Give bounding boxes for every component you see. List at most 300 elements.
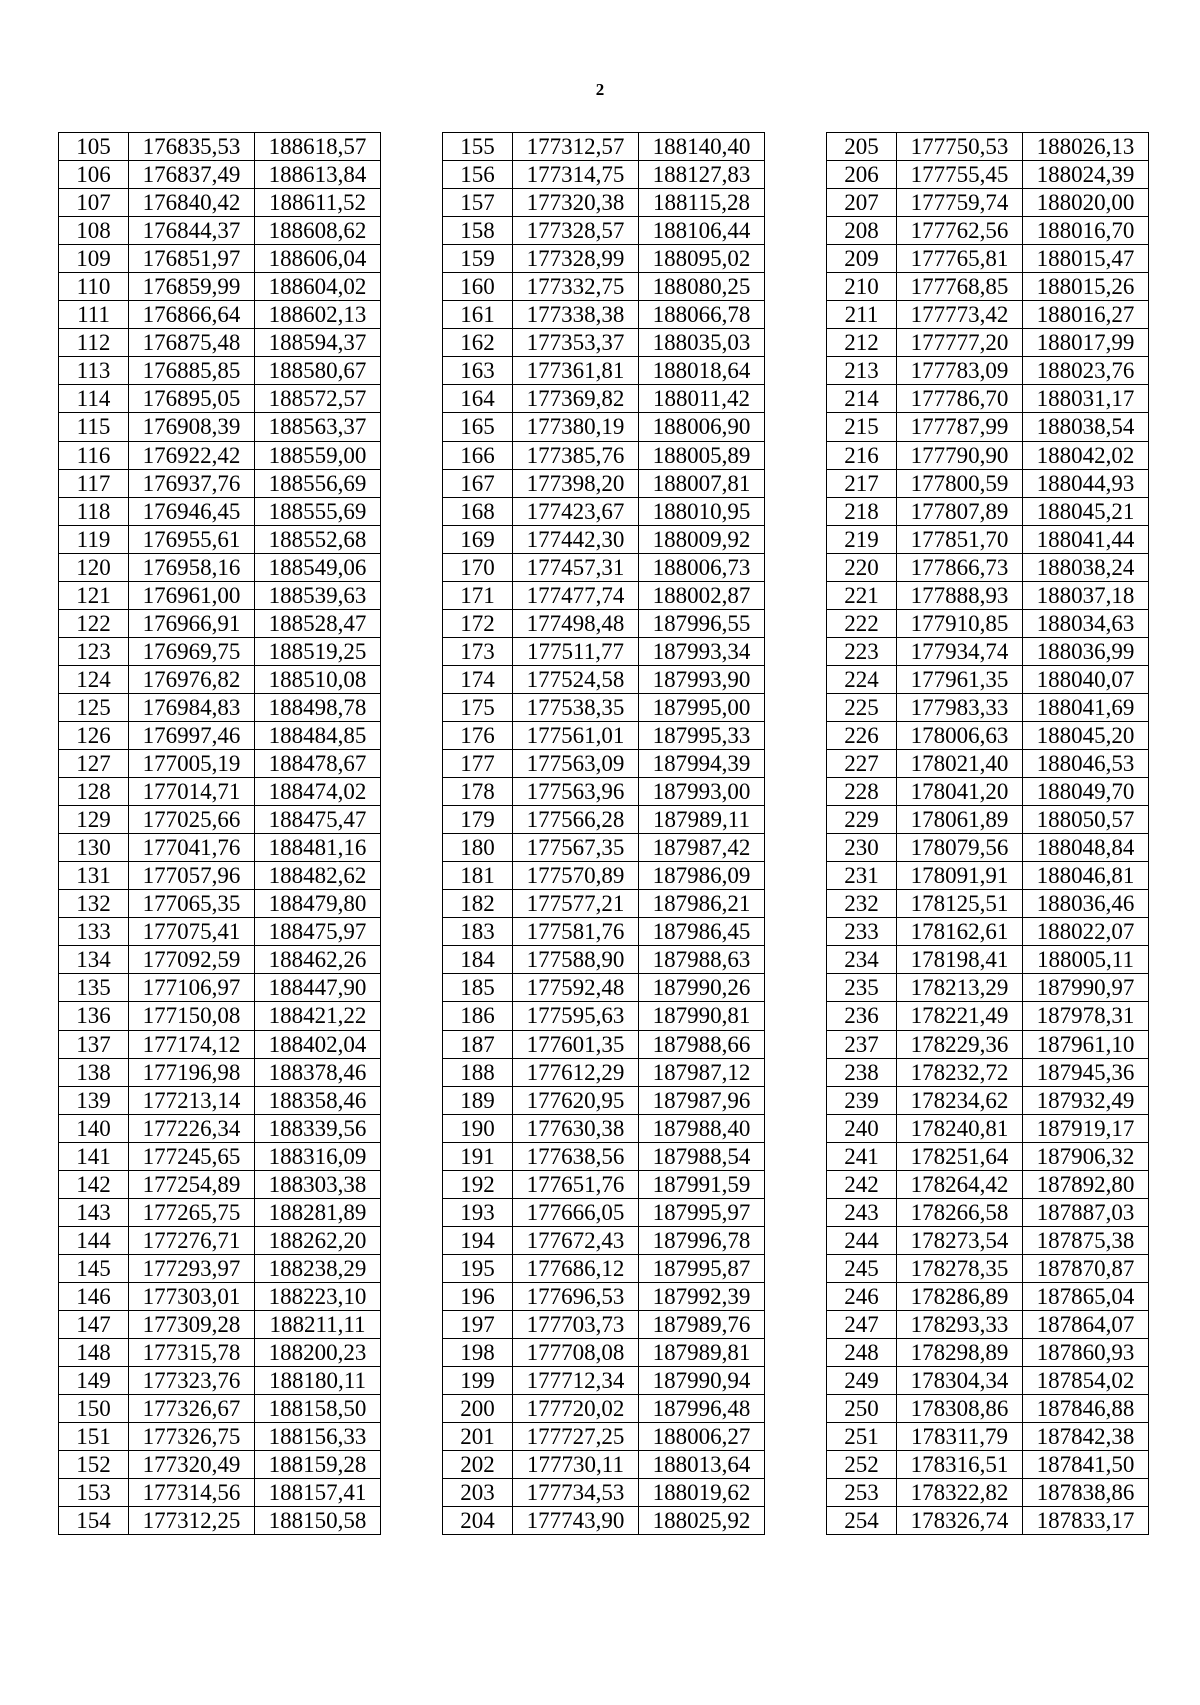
x-coordinate-cell: 176922,42 xyxy=(129,441,255,469)
x-coordinate-cell: 177581,76 xyxy=(513,918,639,946)
table-row xyxy=(59,469,381,497)
point-number-cell: 220 xyxy=(827,553,897,581)
point-number-cell: 218 xyxy=(827,497,897,525)
table-row xyxy=(827,469,1149,497)
y-coordinate-cell: 187865,04 xyxy=(1023,1282,1149,1310)
table-row xyxy=(443,469,765,497)
table-row xyxy=(59,1142,381,1170)
coordinate-table-body xyxy=(59,133,381,1535)
point-number-cell: 214 xyxy=(827,385,897,413)
x-coordinate-cell: 177783,09 xyxy=(897,357,1023,385)
y-coordinate-cell: 188572,57 xyxy=(255,385,381,413)
point-number-cell: 143 xyxy=(59,1198,129,1226)
y-coordinate-cell: 188580,67 xyxy=(255,357,381,385)
point-number-cell: 113 xyxy=(59,357,129,385)
x-coordinate-cell: 177786,70 xyxy=(897,385,1023,413)
point-number-cell: 152 xyxy=(59,1451,129,1479)
x-coordinate-cell: 177150,08 xyxy=(129,1002,255,1030)
point-number-cell: 167 xyxy=(443,469,513,497)
point-number-cell: 204 xyxy=(443,1507,513,1535)
y-coordinate-cell: 188238,29 xyxy=(255,1254,381,1282)
x-coordinate-cell: 177309,28 xyxy=(129,1310,255,1338)
y-coordinate-cell: 188482,62 xyxy=(255,862,381,890)
x-coordinate-cell: 178021,40 xyxy=(897,750,1023,778)
point-number-cell: 229 xyxy=(827,806,897,834)
x-coordinate-cell: 177934,74 xyxy=(897,637,1023,665)
table-row xyxy=(827,946,1149,974)
point-number-cell: 205 xyxy=(827,133,897,161)
y-coordinate-cell: 187993,00 xyxy=(639,778,765,806)
y-coordinate-cell: 188034,63 xyxy=(1023,609,1149,637)
table-row xyxy=(443,750,765,778)
point-number-cell: 138 xyxy=(59,1058,129,1086)
point-number-cell: 168 xyxy=(443,497,513,525)
y-coordinate-cell: 188045,21 xyxy=(1023,497,1149,525)
table-row xyxy=(443,1507,765,1535)
y-coordinate-cell: 187988,54 xyxy=(639,1142,765,1170)
point-number-cell: 235 xyxy=(827,974,897,1002)
x-coordinate-cell: 177595,63 xyxy=(513,1002,639,1030)
x-coordinate-cell: 177423,67 xyxy=(513,497,639,525)
x-coordinate-cell: 177398,20 xyxy=(513,469,639,497)
table-row xyxy=(827,1170,1149,1198)
point-number-cell: 128 xyxy=(59,778,129,806)
table-row xyxy=(443,1479,765,1507)
y-coordinate-cell: 187987,42 xyxy=(639,834,765,862)
x-coordinate-cell: 177708,08 xyxy=(513,1339,639,1367)
table-row xyxy=(59,1030,381,1058)
x-coordinate-cell: 177750,53 xyxy=(897,133,1023,161)
y-coordinate-cell: 187990,81 xyxy=(639,1002,765,1030)
point-number-cell: 153 xyxy=(59,1479,129,1507)
y-coordinate-cell: 188552,68 xyxy=(255,525,381,553)
point-number-cell: 212 xyxy=(827,329,897,357)
y-coordinate-cell: 188080,25 xyxy=(639,273,765,301)
table-row xyxy=(59,413,381,441)
y-coordinate-cell: 188036,46 xyxy=(1023,890,1149,918)
x-coordinate-cell: 176955,61 xyxy=(129,525,255,553)
table-row xyxy=(59,553,381,581)
y-coordinate-cell: 188009,92 xyxy=(639,525,765,553)
point-number-cell: 169 xyxy=(443,525,513,553)
x-coordinate-cell: 177601,35 xyxy=(513,1030,639,1058)
table-row xyxy=(827,1254,1149,1282)
point-number-cell: 147 xyxy=(59,1310,129,1338)
table-row xyxy=(827,301,1149,329)
table-row xyxy=(827,862,1149,890)
y-coordinate-cell: 188618,57 xyxy=(255,133,381,161)
point-number-cell: 208 xyxy=(827,217,897,245)
x-coordinate-cell: 177303,01 xyxy=(129,1282,255,1310)
x-coordinate-cell: 178311,79 xyxy=(897,1423,1023,1451)
point-number-cell: 178 xyxy=(443,778,513,806)
x-coordinate-cell: 176859,99 xyxy=(129,273,255,301)
table-row xyxy=(827,1423,1149,1451)
coordinate-table-body xyxy=(827,133,1149,1535)
y-coordinate-cell: 188011,42 xyxy=(639,385,765,413)
table-row xyxy=(827,1507,1149,1535)
table-row xyxy=(59,918,381,946)
table-row xyxy=(59,1170,381,1198)
y-coordinate-cell: 187842,38 xyxy=(1023,1423,1149,1451)
table-row xyxy=(827,1339,1149,1367)
y-coordinate-cell: 188050,57 xyxy=(1023,806,1149,834)
x-coordinate-cell: 176969,75 xyxy=(129,637,255,665)
x-coordinate-cell: 177326,75 xyxy=(129,1423,255,1451)
table-row xyxy=(827,1282,1149,1310)
y-coordinate-cell: 188481,16 xyxy=(255,834,381,862)
x-coordinate-cell: 177477,74 xyxy=(513,581,639,609)
x-coordinate-cell: 176976,82 xyxy=(129,665,255,693)
point-number-cell: 125 xyxy=(59,693,129,721)
y-coordinate-cell: 188475,47 xyxy=(255,806,381,834)
y-coordinate-cell: 188211,11 xyxy=(255,1310,381,1338)
table-row xyxy=(59,329,381,357)
x-coordinate-cell: 177332,75 xyxy=(513,273,639,301)
y-coordinate-cell: 188048,84 xyxy=(1023,834,1149,862)
x-coordinate-cell: 178304,34 xyxy=(897,1367,1023,1395)
point-number-cell: 253 xyxy=(827,1479,897,1507)
point-number-cell: 160 xyxy=(443,273,513,301)
x-coordinate-cell: 177720,02 xyxy=(513,1395,639,1423)
table-row xyxy=(59,862,381,890)
table-row xyxy=(443,1002,765,1030)
point-number-cell: 188 xyxy=(443,1058,513,1086)
point-number-cell: 246 xyxy=(827,1282,897,1310)
x-coordinate-cell: 177380,19 xyxy=(513,413,639,441)
table-row xyxy=(443,161,765,189)
x-coordinate-cell: 177734,53 xyxy=(513,1479,639,1507)
y-coordinate-cell: 188017,99 xyxy=(1023,329,1149,357)
y-coordinate-cell: 188402,04 xyxy=(255,1030,381,1058)
table-row xyxy=(827,525,1149,553)
point-number-cell: 131 xyxy=(59,862,129,890)
point-number-cell: 183 xyxy=(443,918,513,946)
table-row xyxy=(827,1310,1149,1338)
x-coordinate-cell: 177787,99 xyxy=(897,413,1023,441)
table-row xyxy=(59,1002,381,1030)
table-row xyxy=(827,1226,1149,1254)
x-coordinate-cell: 177276,71 xyxy=(129,1226,255,1254)
point-number-cell: 237 xyxy=(827,1030,897,1058)
y-coordinate-cell: 188040,07 xyxy=(1023,665,1149,693)
table-row xyxy=(443,862,765,890)
table-row xyxy=(59,217,381,245)
y-coordinate-cell: 187961,10 xyxy=(1023,1030,1149,1058)
point-number-cell: 240 xyxy=(827,1114,897,1142)
x-coordinate-cell: 177075,41 xyxy=(129,918,255,946)
table-row xyxy=(443,918,765,946)
point-number-cell: 146 xyxy=(59,1282,129,1310)
point-number-cell: 140 xyxy=(59,1114,129,1142)
x-coordinate-cell: 177338,38 xyxy=(513,301,639,329)
coordinate-table-1 xyxy=(58,132,381,1535)
table-row xyxy=(59,581,381,609)
x-coordinate-cell: 178266,58 xyxy=(897,1198,1023,1226)
x-coordinate-cell: 177005,19 xyxy=(129,750,255,778)
y-coordinate-cell: 188002,87 xyxy=(639,581,765,609)
table-row xyxy=(443,1142,765,1170)
y-coordinate-cell: 188031,17 xyxy=(1023,385,1149,413)
x-coordinate-cell: 177570,89 xyxy=(513,862,639,890)
x-coordinate-cell: 177577,21 xyxy=(513,890,639,918)
point-number-cell: 133 xyxy=(59,918,129,946)
point-number-cell: 197 xyxy=(443,1310,513,1338)
y-coordinate-cell: 188006,90 xyxy=(639,413,765,441)
y-coordinate-cell: 187995,33 xyxy=(639,721,765,749)
point-number-cell: 182 xyxy=(443,890,513,918)
x-coordinate-cell: 177353,37 xyxy=(513,329,639,357)
x-coordinate-cell: 177442,30 xyxy=(513,525,639,553)
table-row xyxy=(827,1198,1149,1226)
point-number-cell: 135 xyxy=(59,974,129,1002)
y-coordinate-cell: 188358,46 xyxy=(255,1086,381,1114)
point-number-cell: 189 xyxy=(443,1086,513,1114)
y-coordinate-cell: 187978,31 xyxy=(1023,1002,1149,1030)
x-coordinate-cell: 177567,35 xyxy=(513,834,639,862)
table-row xyxy=(59,189,381,217)
table-row xyxy=(827,273,1149,301)
point-number-cell: 223 xyxy=(827,637,897,665)
y-coordinate-cell: 188281,89 xyxy=(255,1198,381,1226)
x-coordinate-cell: 177561,01 xyxy=(513,721,639,749)
table-row xyxy=(443,665,765,693)
table-row xyxy=(827,497,1149,525)
table-row xyxy=(443,525,765,553)
table-row xyxy=(443,637,765,665)
coordinate-table-3 xyxy=(826,132,1149,1535)
table-row xyxy=(59,890,381,918)
point-number-cell: 126 xyxy=(59,721,129,749)
y-coordinate-cell: 187838,86 xyxy=(1023,1479,1149,1507)
point-number-cell: 206 xyxy=(827,161,897,189)
table-row xyxy=(59,1395,381,1423)
point-number-cell: 130 xyxy=(59,834,129,862)
point-number-cell: 216 xyxy=(827,441,897,469)
point-number-cell: 211 xyxy=(827,301,897,329)
table-row xyxy=(59,1114,381,1142)
table-row xyxy=(443,133,765,161)
x-coordinate-cell: 177696,53 xyxy=(513,1282,639,1310)
table-row xyxy=(59,806,381,834)
y-coordinate-cell: 188036,99 xyxy=(1023,637,1149,665)
point-number-cell: 122 xyxy=(59,609,129,637)
y-coordinate-cell: 187870,87 xyxy=(1023,1254,1149,1282)
y-coordinate-cell: 188038,24 xyxy=(1023,553,1149,581)
y-coordinate-cell: 188606,04 xyxy=(255,245,381,273)
point-number-cell: 202 xyxy=(443,1451,513,1479)
y-coordinate-cell: 188020,00 xyxy=(1023,189,1149,217)
y-coordinate-cell: 188563,37 xyxy=(255,413,381,441)
point-number-cell: 170 xyxy=(443,553,513,581)
table-row xyxy=(827,189,1149,217)
point-number-cell: 151 xyxy=(59,1423,129,1451)
x-coordinate-cell: 176966,91 xyxy=(129,609,255,637)
x-coordinate-cell: 177312,57 xyxy=(513,133,639,161)
x-coordinate-cell: 177612,29 xyxy=(513,1058,639,1086)
point-number-cell: 184 xyxy=(443,946,513,974)
table-row xyxy=(827,693,1149,721)
y-coordinate-cell: 188024,39 xyxy=(1023,161,1149,189)
y-coordinate-cell: 187860,93 xyxy=(1023,1339,1149,1367)
point-number-cell: 150 xyxy=(59,1395,129,1423)
point-number-cell: 243 xyxy=(827,1198,897,1226)
x-coordinate-cell: 177065,35 xyxy=(129,890,255,918)
point-number-cell: 117 xyxy=(59,469,129,497)
point-number-cell: 239 xyxy=(827,1086,897,1114)
point-number-cell: 119 xyxy=(59,525,129,553)
y-coordinate-cell: 188479,80 xyxy=(255,890,381,918)
point-number-cell: 175 xyxy=(443,693,513,721)
point-number-cell: 164 xyxy=(443,385,513,413)
point-number-cell: 166 xyxy=(443,441,513,469)
table-row xyxy=(827,1114,1149,1142)
x-coordinate-cell: 177326,67 xyxy=(129,1395,255,1423)
table-row xyxy=(827,581,1149,609)
point-number-cell: 118 xyxy=(59,497,129,525)
table-row xyxy=(443,581,765,609)
x-coordinate-cell: 177743,90 xyxy=(513,1507,639,1535)
point-number-cell: 111 xyxy=(59,301,129,329)
x-coordinate-cell: 177672,43 xyxy=(513,1226,639,1254)
y-coordinate-cell: 188339,56 xyxy=(255,1114,381,1142)
x-coordinate-cell: 178286,89 xyxy=(897,1282,1023,1310)
x-coordinate-cell: 177666,05 xyxy=(513,1198,639,1226)
y-coordinate-cell: 187995,97 xyxy=(639,1198,765,1226)
x-coordinate-cell: 177312,25 xyxy=(129,1507,255,1535)
table-row xyxy=(443,693,765,721)
x-coordinate-cell: 177320,38 xyxy=(513,189,639,217)
x-coordinate-cell: 178125,51 xyxy=(897,890,1023,918)
table-row xyxy=(443,1058,765,1086)
point-number-cell: 132 xyxy=(59,890,129,918)
y-coordinate-cell: 188041,44 xyxy=(1023,525,1149,553)
y-coordinate-cell: 188019,62 xyxy=(639,1479,765,1507)
table-row xyxy=(443,245,765,273)
point-number-cell: 161 xyxy=(443,301,513,329)
table-row xyxy=(827,413,1149,441)
y-coordinate-cell: 187993,90 xyxy=(639,665,765,693)
point-number-cell: 199 xyxy=(443,1367,513,1395)
point-number-cell: 193 xyxy=(443,1198,513,1226)
table-row xyxy=(443,890,765,918)
table-row xyxy=(59,1058,381,1086)
x-coordinate-cell: 177323,76 xyxy=(129,1367,255,1395)
point-number-cell: 116 xyxy=(59,441,129,469)
table-row xyxy=(827,217,1149,245)
y-coordinate-cell: 188025,92 xyxy=(639,1507,765,1535)
table-row xyxy=(443,357,765,385)
point-number-cell: 144 xyxy=(59,1226,129,1254)
point-number-cell: 225 xyxy=(827,693,897,721)
table-row xyxy=(827,133,1149,161)
table-row xyxy=(59,609,381,637)
x-coordinate-cell: 177592,48 xyxy=(513,974,639,1002)
table-row xyxy=(59,1507,381,1535)
coordinate-table-body xyxy=(443,133,765,1535)
point-number-cell: 194 xyxy=(443,1226,513,1254)
x-coordinate-cell: 176851,97 xyxy=(129,245,255,273)
table-row xyxy=(827,329,1149,357)
table-row xyxy=(59,1282,381,1310)
x-coordinate-cell: 177314,75 xyxy=(513,161,639,189)
x-coordinate-cell: 177620,95 xyxy=(513,1086,639,1114)
y-coordinate-cell: 188559,00 xyxy=(255,441,381,469)
x-coordinate-cell: 177638,56 xyxy=(513,1142,639,1170)
table-row xyxy=(59,1451,381,1479)
point-number-cell: 154 xyxy=(59,1507,129,1535)
y-coordinate-cell: 187994,39 xyxy=(639,750,765,778)
x-coordinate-cell: 177057,96 xyxy=(129,862,255,890)
table-row xyxy=(827,1030,1149,1058)
y-coordinate-cell: 188037,18 xyxy=(1023,581,1149,609)
y-coordinate-cell: 188549,06 xyxy=(255,553,381,581)
point-number-cell: 221 xyxy=(827,581,897,609)
point-number-cell: 195 xyxy=(443,1254,513,1282)
table-row xyxy=(443,217,765,245)
point-number-cell: 209 xyxy=(827,245,897,273)
table-row xyxy=(443,301,765,329)
x-coordinate-cell: 177703,73 xyxy=(513,1310,639,1338)
x-coordinate-cell: 178162,61 xyxy=(897,918,1023,946)
point-number-cell: 207 xyxy=(827,189,897,217)
table-row xyxy=(827,637,1149,665)
table-row xyxy=(443,1282,765,1310)
point-number-cell: 187 xyxy=(443,1030,513,1058)
y-coordinate-cell: 187989,11 xyxy=(639,806,765,834)
point-number-cell: 110 xyxy=(59,273,129,301)
x-coordinate-cell: 177174,12 xyxy=(129,1030,255,1058)
x-coordinate-cell: 177041,76 xyxy=(129,834,255,862)
table-row xyxy=(443,1226,765,1254)
table-row xyxy=(443,1310,765,1338)
table-row xyxy=(59,1479,381,1507)
x-coordinate-cell: 177092,59 xyxy=(129,946,255,974)
y-coordinate-cell: 188556,69 xyxy=(255,469,381,497)
y-coordinate-cell: 187986,09 xyxy=(639,862,765,890)
table-row xyxy=(443,189,765,217)
point-number-cell: 174 xyxy=(443,665,513,693)
x-coordinate-cell: 177314,56 xyxy=(129,1479,255,1507)
x-coordinate-cell: 176885,85 xyxy=(129,357,255,385)
y-coordinate-cell: 188157,41 xyxy=(255,1479,381,1507)
y-coordinate-cell: 188115,28 xyxy=(639,189,765,217)
table-row xyxy=(59,1367,381,1395)
y-coordinate-cell: 188015,26 xyxy=(1023,273,1149,301)
table-row xyxy=(443,385,765,413)
y-coordinate-cell: 187988,63 xyxy=(639,946,765,974)
x-coordinate-cell: 177866,73 xyxy=(897,553,1023,581)
point-number-cell: 177 xyxy=(443,750,513,778)
point-number-cell: 121 xyxy=(59,581,129,609)
x-coordinate-cell: 177106,97 xyxy=(129,974,255,1002)
table-row xyxy=(59,497,381,525)
point-number-cell: 172 xyxy=(443,609,513,637)
table-row xyxy=(827,441,1149,469)
point-number-cell: 233 xyxy=(827,918,897,946)
table-row xyxy=(827,1086,1149,1114)
point-number-cell: 198 xyxy=(443,1339,513,1367)
y-coordinate-cell: 188007,81 xyxy=(639,469,765,497)
point-number-cell: 226 xyxy=(827,721,897,749)
y-coordinate-cell: 188528,47 xyxy=(255,609,381,637)
y-coordinate-cell: 188095,02 xyxy=(639,245,765,273)
table-row xyxy=(443,721,765,749)
y-coordinate-cell: 187993,34 xyxy=(639,637,765,665)
y-coordinate-cell: 188041,69 xyxy=(1023,693,1149,721)
point-number-cell: 124 xyxy=(59,665,129,693)
table-row xyxy=(443,778,765,806)
